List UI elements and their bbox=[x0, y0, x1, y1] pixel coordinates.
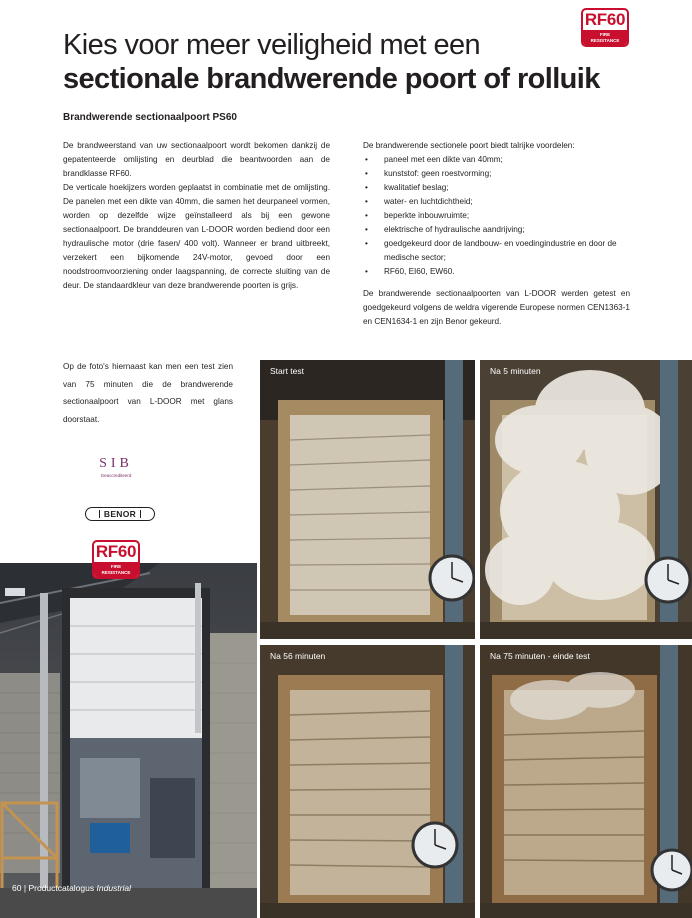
test-photo-56-min bbox=[260, 645, 475, 918]
rf60-badge-line2: RESISTANCE bbox=[590, 37, 620, 43]
photo-label-start: Start test bbox=[270, 366, 305, 376]
left-paragraph-1: De brandweerstand van uw sectionaalpoort wordt bekomen dankzij de gepatenteerde omlijsting en deurblad die beantwoorden aan de brandklasse RF60. bbox=[63, 141, 330, 178]
section-subheading: Brandwerende sectionaalpoort PS60 bbox=[63, 112, 237, 123]
list-item: • water- en luchtdichtheid; bbox=[363, 195, 630, 209]
page-footer bbox=[12, 883, 131, 893]
left-paragraph-2: De verticale hoekijzers worden geplaatst in combinatie met de omlijsting. De panelen met een dikte van 40mm, die samen het deurpaneel vormen, worden op dezelfde wijze geïnstalleerd als bij een gewone sectionaalpoort. De branddeuren van L-DOOR worden bediend door een hydraulische motor (drie fasen/ 400 volt). Wanneer er brand uitbreekt, verzekert een bijkomende 24V-motor, gevoed door een noodstroomvoorziening onder laagspanning, de correcte sluiting van de deur. De standaardkleur van deze brandwerende poorten is grijs. bbox=[63, 183, 330, 290]
rf60-badge-photo-line1: FIRE bbox=[110, 564, 122, 569]
photo-label-5-min: Na 5 minuten bbox=[490, 366, 541, 376]
advantages-list bbox=[363, 153, 630, 279]
list-item: • elektrische of hydraulische aandrijving; bbox=[363, 223, 630, 237]
test-photo-start bbox=[260, 360, 475, 639]
list-item: • kwalitatief beslag; bbox=[363, 181, 630, 195]
rf60-badge-photo-code: RF60 bbox=[95, 542, 137, 561]
title-bold-2: rolluik bbox=[516, 63, 600, 95]
title-line1: Kies voor meer veiligheid met een bbox=[63, 29, 481, 61]
footer-section: Industrial bbox=[96, 883, 131, 893]
list-item: • beperkte inbouwruimte; bbox=[363, 209, 630, 223]
list-item: • kunststof: geen roestvorming; bbox=[363, 167, 630, 181]
photo-label-75-min: Na 75 minuten - einde test bbox=[490, 651, 590, 661]
left-text-column bbox=[63, 139, 330, 293]
benor-logo-text: BENOR bbox=[103, 509, 137, 519]
sib-logo-letters: SIB bbox=[99, 456, 133, 471]
test-photo-5-min bbox=[480, 360, 692, 639]
industrial-door-photo bbox=[0, 563, 257, 918]
advantages-intro: De brandwerende sectionele poort biedt talrijke voordelen: bbox=[363, 141, 575, 150]
list-item: • goedgekeurd door de landbouw- en voedingindustrie en door de medische sector; bbox=[363, 237, 630, 265]
list-item: • paneel met een dikte van 40mm; bbox=[363, 153, 630, 167]
rf60-badge-photo-line2: RESISTANCE bbox=[101, 569, 131, 575]
rf60-badge-photo-caption bbox=[94, 562, 138, 577]
footer-separator: | bbox=[23, 883, 27, 893]
page-number: 60 bbox=[12, 883, 22, 893]
title-mid: of bbox=[475, 63, 517, 95]
photo-label-56-min: Na 56 minuten bbox=[270, 651, 326, 661]
right-text-column bbox=[363, 139, 630, 329]
rf60-badge-code: RF60 bbox=[584, 10, 626, 29]
benor-logo bbox=[85, 507, 155, 521]
list-item: • RF60, EI60, EW60. bbox=[363, 265, 630, 279]
page-title bbox=[63, 28, 643, 96]
rf60-badge-photo bbox=[92, 540, 140, 579]
sib-logo-subtext: Geaccrediteerd bbox=[100, 473, 132, 478]
rf60-badge-line1: FIRE bbox=[599, 32, 611, 37]
title-bold-1: sectionale brandwerende poort bbox=[63, 63, 476, 95]
sib-logo bbox=[93, 455, 139, 489]
advantages-closing: De brandwerende sectionaalpoorten van L-DOOR werden getest en goedgekeurd volgens de weldra vigerende Europese normen CEN1363-1 en CEN1634-1 en zijn Benor gekeurd. bbox=[363, 289, 630, 326]
footer-catalog: Productcatalogus bbox=[28, 883, 95, 893]
title-line2 bbox=[63, 62, 643, 96]
test-photo-75-min bbox=[480, 645, 692, 918]
photo-caption: Op de foto's hiernaast kan men een test zien van 75 minuten die de brandwerende sectionaalpoort van L-DOOR met glans doorstaat. bbox=[63, 362, 233, 424]
